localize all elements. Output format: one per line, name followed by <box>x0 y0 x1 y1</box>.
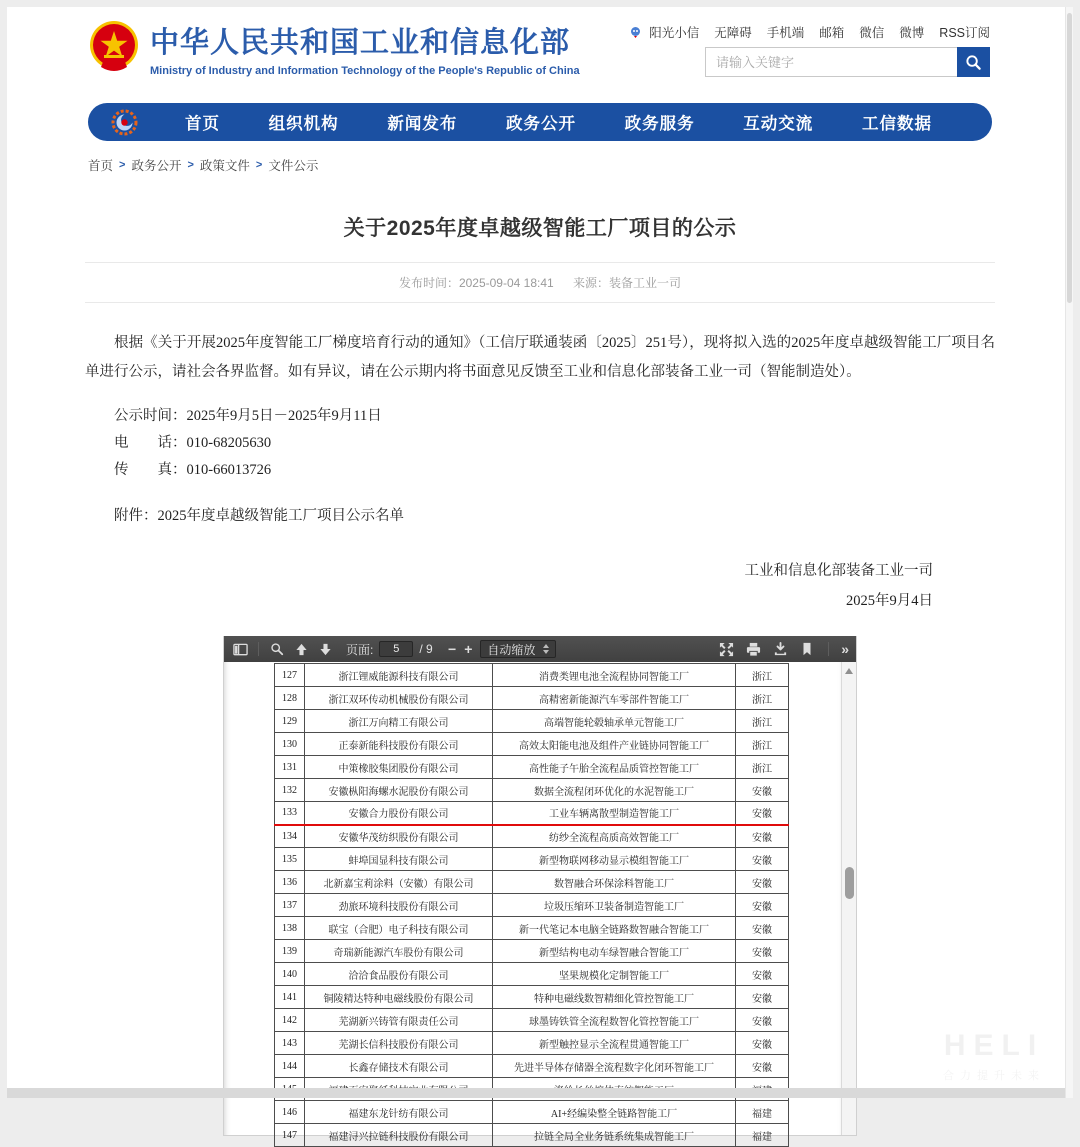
header-quicklinks <box>629 23 990 41</box>
cell-no: 130 <box>275 733 305 756</box>
cell-province: 浙江 <box>736 687 789 710</box>
page-up-icon[interactable] <box>292 640 310 658</box>
cell-project: 高端智能轮毂轴承单元智能工厂 <box>493 710 736 733</box>
cell-project: 高效太阳能电池及组件产业链协同智能工厂 <box>493 733 736 756</box>
pdf-viewer <box>223 636 857 1143</box>
pdf-toolbar-center <box>448 640 556 658</box>
cell-project: 新型物联网移动显示模组智能工厂 <box>493 848 736 871</box>
cell-no: 132 <box>275 779 305 802</box>
pdf-scrollbar-thumb[interactable] <box>845 867 854 899</box>
sidebar-toggle-icon[interactable] <box>231 640 249 658</box>
cell-company: 联宝（合肥）电子科技有限公司 <box>305 917 493 940</box>
cell-province: 福建 <box>736 1124 789 1147</box>
contact-block <box>85 406 995 480</box>
table-row <box>275 1101 789 1124</box>
scroll-up-icon[interactable] <box>845 668 853 674</box>
cell-no: 129 <box>275 710 305 733</box>
download-icon[interactable] <box>771 640 789 658</box>
cell-company: 安徽枞阳海螺水泥股份有限公司 <box>305 779 493 802</box>
page-number-input[interactable] <box>379 641 413 657</box>
pdf-scrollbar[interactable] <box>841 662 856 1135</box>
site-title-en: Ministry of Industry and Information Technology of the People's Republic of China <box>150 65 580 77</box>
breadcrumb-separator: > <box>119 159 126 171</box>
browser-scrollbar-thumb[interactable] <box>1067 13 1072 303</box>
cell-no: 127 <box>275 664 305 687</box>
cell-project: 纺纱全流程高质高效智能工厂 <box>493 825 736 848</box>
cell-province: 浙江 <box>736 710 789 733</box>
cell-project: 工业车辆离散型制造智能工厂 <box>493 802 736 825</box>
cell-project: 数据全流程闭环优化的水泥智能工厂 <box>493 779 736 802</box>
cell-company: 长鑫存储技术有限公司 <box>305 1055 493 1078</box>
cell-no: 133 <box>275 802 305 825</box>
nav-item-0[interactable]: 首页 <box>185 115 220 133</box>
attachment-line: 附件：2025年度卓越级智能工厂项目公示名单 <box>114 508 404 524</box>
cell-province: 浙江 <box>736 733 789 756</box>
cell-province: 安徽 <box>736 894 789 917</box>
search-icon <box>965 54 982 71</box>
site-header <box>7 7 1073 99</box>
signature-department: 工业和信息化部装备工业一司 <box>744 563 933 579</box>
cell-province: 浙江 <box>736 664 789 687</box>
page-title: 关于2025年度卓越级智能工厂项目的公示 <box>343 217 737 240</box>
miit-logo-icon <box>112 110 137 135</box>
cell-province: 福建 <box>736 1101 789 1124</box>
cell-no: 139 <box>275 940 305 963</box>
site-branding <box>150 20 580 77</box>
cell-project: 垃圾压缩环卫装备制造智能工厂 <box>493 894 736 917</box>
breadcrumb-item-0[interactable]: 首页 <box>88 159 114 173</box>
breadcrumb <box>88 156 1073 174</box>
cell-company: 蚌埠国显科技有限公司 <box>305 848 493 871</box>
zoom-in-icon[interactable]: + <box>464 641 473 657</box>
cell-project: 特种电磁线数智精细化管控智能工厂 <box>493 986 736 1009</box>
national-emblem-icon <box>87 19 141 73</box>
cell-company: 洽洽食品股份有限公司 <box>305 963 493 986</box>
table-row <box>275 779 789 802</box>
cell-company: 浙江万向精工有限公司 <box>305 710 493 733</box>
cell-province: 浙江 <box>736 756 789 779</box>
nav-item-3[interactable]: 政务公开 <box>505 115 576 133</box>
cell-company: 铜陵精达特种电磁线股份有限公司 <box>305 986 493 1009</box>
cell-company: 劲旅环境科技股份有限公司 <box>305 894 493 917</box>
nav-item-1[interactable]: 组织机构 <box>268 115 339 133</box>
cell-company: 芜湖新兴铸管有限责任公司 <box>305 1009 493 1032</box>
table-row <box>275 1055 789 1078</box>
cell-no: 134 <box>275 825 305 848</box>
table-row <box>275 986 789 1009</box>
pdf-toolbar-left <box>231 640 433 658</box>
nav-item-2[interactable]: 新闻发布 <box>387 115 458 133</box>
cell-project: 坚果规模化定制智能工厂 <box>493 963 736 986</box>
cell-province: 安徽 <box>736 825 789 848</box>
cell-company: 中策橡胶集团股份有限公司 <box>305 756 493 779</box>
cell-province: 安徽 <box>736 986 789 1009</box>
footer-strip <box>7 1088 1073 1098</box>
factory-list-table <box>274 663 789 1147</box>
cell-company: 正泰新能科技股份有限公司 <box>305 733 493 756</box>
sunshine-mascot-icon <box>629 26 642 39</box>
cell-province: 安徽 <box>736 871 789 894</box>
page-number-label: 页面: <box>346 642 374 657</box>
search-button[interactable] <box>957 47 990 77</box>
cell-project: 高精密新能源汽车零部件智能工厂 <box>493 687 736 710</box>
cell-no: 146 <box>275 1101 305 1124</box>
toolbar-divider <box>258 642 259 656</box>
table-row <box>275 963 789 986</box>
find-icon[interactable] <box>268 640 286 658</box>
cell-project: 新型触控显示全流程贯通智能工厂 <box>493 1032 736 1055</box>
nav-item-5[interactable]: 互动交流 <box>743 115 814 133</box>
main-nav <box>88 103 992 141</box>
table-row <box>275 710 789 733</box>
pdf-toolbar-right <box>717 640 849 658</box>
table-row <box>275 940 789 963</box>
cell-project: 新一代笔记本电脑全链路数智融合智能工厂 <box>493 917 736 940</box>
cell-province: 安徽 <box>736 1055 789 1078</box>
browser-scrollbar[interactable] <box>1065 7 1073 1098</box>
cell-project: 新型结构电动车绿智融合智能工厂 <box>493 940 736 963</box>
cell-no: 141 <box>275 986 305 1009</box>
breadcrumb-separator: > <box>187 159 194 171</box>
bookmark-icon[interactable] <box>798 640 816 658</box>
cell-company: 奇瑞新能源汽车股份有限公司 <box>305 940 493 963</box>
cell-company: 北新嘉宝莉涂料（安徽）有限公司 <box>305 871 493 894</box>
breadcrumb-separator: > <box>255 159 263 171</box>
publish-time: 发布时间：2025-09-04 18:41 <box>398 276 554 290</box>
quicklink-0[interactable]: 阳光小信 <box>649 26 700 40</box>
cell-project: 拉链全局全业务链系统集成智能工厂 <box>493 1124 736 1147</box>
cell-no: 144 <box>275 1055 305 1078</box>
table-body <box>275 664 789 1147</box>
table-row <box>275 664 789 687</box>
cell-no: 135 <box>275 848 305 871</box>
cell-no: 147 <box>275 1124 305 1147</box>
quicklink-6[interactable]: RSS订阅 <box>939 26 990 40</box>
phone-line: 电 话：010-68205630 <box>114 435 272 451</box>
cell-no: 131 <box>275 756 305 779</box>
cell-no: 128 <box>275 687 305 710</box>
cell-province: 安徽 <box>736 779 789 802</box>
nav-item-6[interactable]: 工信数据 <box>861 115 932 133</box>
cell-province: 安徽 <box>736 1032 789 1055</box>
select-caret-icon <box>543 644 549 654</box>
cell-company: 浙江锂威能源科技有限公司 <box>305 664 493 687</box>
breadcrumb-item-3[interactable]: 文件公示 <box>268 159 319 173</box>
cell-company: 福建东龙针纺有限公司 <box>305 1101 493 1124</box>
quicklink-2[interactable]: 手机端 <box>766 26 805 40</box>
table-row <box>275 871 789 894</box>
cell-province: 安徽 <box>736 1009 789 1032</box>
webpage <box>7 7 1073 1143</box>
zoom-mode-select[interactable] <box>480 640 556 658</box>
fax-line: 传 真：010-66013726 <box>114 462 272 478</box>
cell-project: 球墨铸铁管全流程数智化管控智能工厂 <box>493 1009 736 1032</box>
site-title: 中华人民共和国工业和信息化部 <box>150 27 571 59</box>
table-row <box>275 825 789 848</box>
cell-no: 138 <box>275 917 305 940</box>
cell-province: 安徽 <box>736 802 789 825</box>
pdf-document-page <box>224 662 841 1143</box>
table-row <box>275 756 789 779</box>
cell-company: 安徽华茂纺织股份有限公司 <box>305 825 493 848</box>
table-row <box>275 802 789 825</box>
cell-province: 安徽 <box>736 963 789 986</box>
table-row <box>275 733 789 756</box>
cell-no: 136 <box>275 871 305 894</box>
more-tools-icon[interactable]: » <box>841 641 849 657</box>
cell-project: 数智融合环保涂料智能工厂 <box>493 871 736 894</box>
search-input[interactable] <box>705 47 957 77</box>
presentation-mode-icon[interactable] <box>717 640 735 658</box>
watermark-slogan: 合力提升未来 <box>943 1070 1045 1082</box>
cell-project: AI+经编染整全链路智能工厂 <box>493 1101 736 1124</box>
zoom-mode-value: 自动缩放 <box>487 642 536 657</box>
article-body <box>85 329 995 610</box>
zoom-out-icon[interactable]: − <box>448 641 457 657</box>
table-row <box>275 687 789 710</box>
page-total: / 9 <box>419 642 433 656</box>
cell-province: 安徽 <box>736 940 789 963</box>
heli-watermark <box>943 1029 1045 1083</box>
cell-company: 芜湖长信科技股份有限公司 <box>305 1032 493 1055</box>
article-source: 来源：装备工业一司 <box>573 276 682 290</box>
breadcrumb-item-2[interactable]: 政策文件 <box>199 159 250 173</box>
cell-province: 安徽 <box>736 917 789 940</box>
quicklink-3[interactable]: 邮箱 <box>819 26 845 40</box>
cell-no: 143 <box>275 1032 305 1055</box>
cell-project: 先进半导体存储器全流程数字化闭环智能工厂 <box>493 1055 736 1078</box>
table-row <box>275 1032 789 1055</box>
nav-item-4[interactable]: 政务服务 <box>624 115 695 133</box>
print-icon[interactable] <box>744 640 762 658</box>
pdf-toolbar <box>224 636 856 662</box>
table-row <box>275 1124 789 1147</box>
cell-province: 安徽 <box>736 848 789 871</box>
article-meta <box>85 263 995 302</box>
watermark-text: HELI <box>943 1029 1045 1062</box>
table-row <box>275 848 789 871</box>
toolbar-divider <box>828 642 829 656</box>
quicklink-5[interactable]: 微博 <box>899 26 925 40</box>
cell-no: 137 <box>275 894 305 917</box>
table-row <box>275 1009 789 1032</box>
cell-project: 消费类锂电池全流程协同智能工厂 <box>493 664 736 687</box>
cell-no: 142 <box>275 1009 305 1032</box>
quicklink-1[interactable]: 无障碍 <box>714 26 752 40</box>
signature-date: 2025年9月4日 <box>846 593 933 609</box>
table-row <box>275 917 789 940</box>
cell-no: 140 <box>275 963 305 986</box>
table-row <box>275 894 789 917</box>
header-search <box>705 47 990 77</box>
notice-period: 公示时间：2025年9月5日－2025年9月11日 <box>114 408 382 424</box>
quicklink-4[interactable]: 微信 <box>859 26 885 40</box>
cell-company: 安徽合力股份有限公司 <box>305 802 493 825</box>
cell-project: 高性能子午胎全流程品质管控智能工厂 <box>493 756 736 779</box>
nav-items <box>137 110 992 134</box>
cell-company: 浙江双环传动机械股份有限公司 <box>305 687 493 710</box>
cell-company: 福建浔兴拉链科技股份有限公司 <box>305 1124 493 1147</box>
article-paragraph: 根据《关于开展2025年度智能工厂梯度培育行动的通知》（工信厅联通装函〔2025〕251号），现将拟入选的2025年度卓越级智能工厂项目名单进行公示，请社会各界监督。如有异议，请在公示期内将书面意见反馈至工业和信息化部装备工业一司（智能制造处）。 <box>85 335 995 380</box>
divider <box>85 302 995 303</box>
page-down-icon[interactable] <box>316 640 334 658</box>
article <box>85 212 995 610</box>
breadcrumb-item-1[interactable]: 政务公开 <box>131 159 182 173</box>
